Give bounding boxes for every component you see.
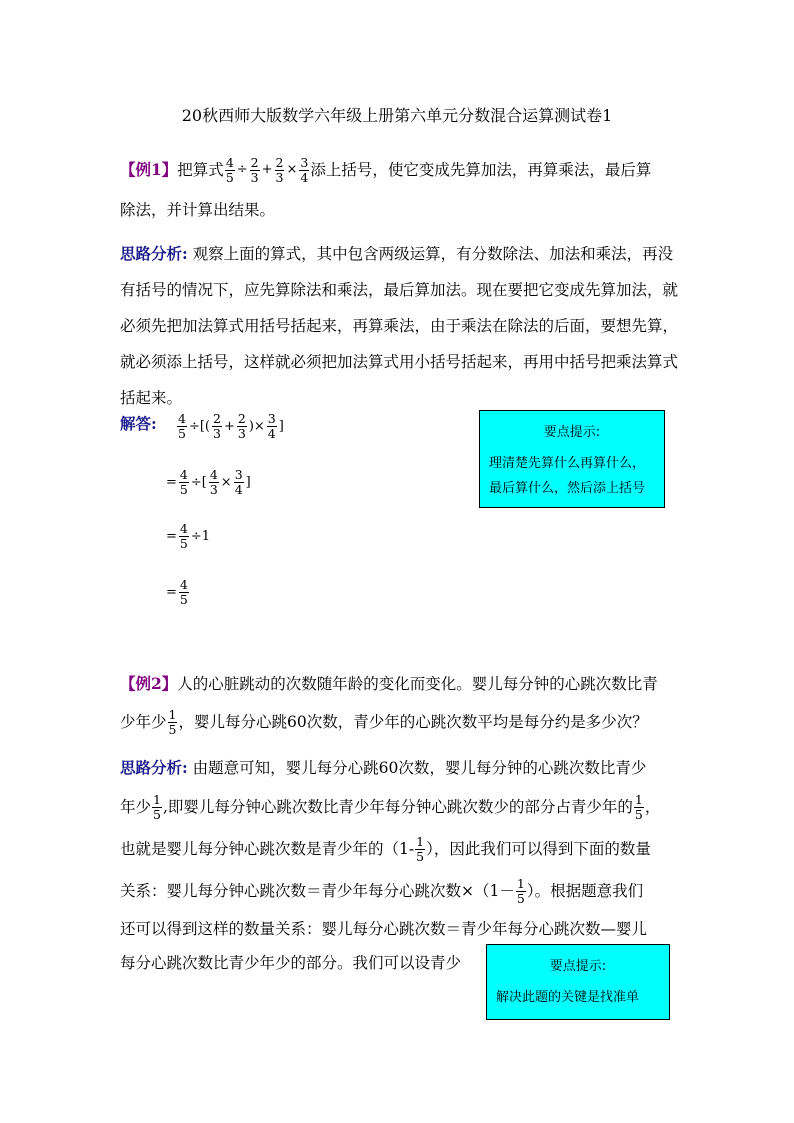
example-1: 【例1】 把算式 $\frac{4}{5}$ ÷ $\frac{2}{3}$ + $\frac{2}{3}$ × $\frac{3}{4}$ 添上括号，使它变成先算加法，再算乘法，最后算 除法，并计算出结果。 [120,150,680,230]
analysis-2-label: 思路分析: [120,758,188,777]
tip-box-line: 解决此题的关键是找准单 [496,990,640,1005]
analysis-1-label: 思路分析: [120,244,188,263]
fraction: $\frac{1}{5}$ [168,706,177,737]
analysis-2: 思路分析: 由题意可知，婴儿每分心跳60次数，婴儿每分钟的心跳次数比青少 年少 $\frac{1}{5}$ ,即婴儿每分钟心跳次数比青少年每分钟心跳次数少的部分占青少年的 $\frac{1}{5}$ ， 也就是婴儿每分钟心跳次数是青少年的（1- $\frac{1}{5}$ ），因此我们可以得到下面的数量 关系：婴儿每分钟心跳次数＝青少年每分心跳次数×（1－ $\frac{1}{5}$ ）。根据题意我们 还可以得到这样的数量关系：婴儿每分心跳次数＝青少年每分心跳次数—婴儿 每分心跳次数比青少年少的部分。我们可以设青少 [120,758,661,972]
tip-box-2 [486,944,670,1020]
answer-label: 解答: [120,414,157,433]
tip-box-line: 最后算什么，然后添上括号 [489,481,646,496]
tip-box-1 [479,410,665,508]
document-title: 20秋西师大版数学六年级上册第六单元分数混合运算测试卷1 [181,106,613,125]
analysis-1-text: 观察上面的算式，其中包含两级运算，有分数除法、加法和乘法，再没有括号的情况下，应先算除法和乘法，最后算加法。现在要把它变成先算加法，就必须先把加法算式用括号括起来，再算乘法，由于乘法在除法的后面，要想先算，就必须添上括号，这样就必须把加法算式用小括号括起来，再用中括号把乘法算式括起来。 [120,245,679,407]
example-1-lead: 把算式 [177,161,224,179]
tip-box-title: 要点提示: [549,959,607,974]
answer-step-4: = $\frac{4}{5}$ [166,576,188,607]
example-1-label: 【例1】 [120,160,178,179]
example-2: 【例2】人的心脏跳动的次数随年龄的变化而变化。婴儿每分钟的心跳次数比青 少年少 $\frac{1}{5}$ ，婴儿每分心跳60次数，青少年的心跳次数平均是每分约是多少次？ [120,674,658,737]
tip-box-line: 理清楚先算什么再算什么， [489,456,646,471]
fraction: $\frac{3}{4}$ [300,154,309,185]
fraction: $\frac{2}{3}$ [250,154,259,185]
fraction: $\frac{4}{5}$ [225,154,234,185]
analysis-1 [120,236,680,416]
example-1-text: 添上括号，使它变成先算加法，再算乘法，最后算 [310,161,652,179]
example-1-text-2: 除法，并计算出结果。 [120,201,276,219]
answer-step-1: $\frac{4}{5}$ ÷[( $\frac{2}{3}$ + $\frac{2}{3}$ )× $\frac{3}{4}$ ] [178,410,284,441]
example-2-label: 【例2】 [120,674,178,693]
tip-box-title: 要点提示: [543,425,601,440]
answer-step-2: = $\frac{4}{5}$ ÷[ $\frac{4}{3}$ × $\frac{3}{4}$ ] [166,466,251,497]
fraction: $\frac{2}{3}$ [275,154,284,185]
answer-step-3: = $\frac{4}{5}$ ÷1 [166,520,211,551]
